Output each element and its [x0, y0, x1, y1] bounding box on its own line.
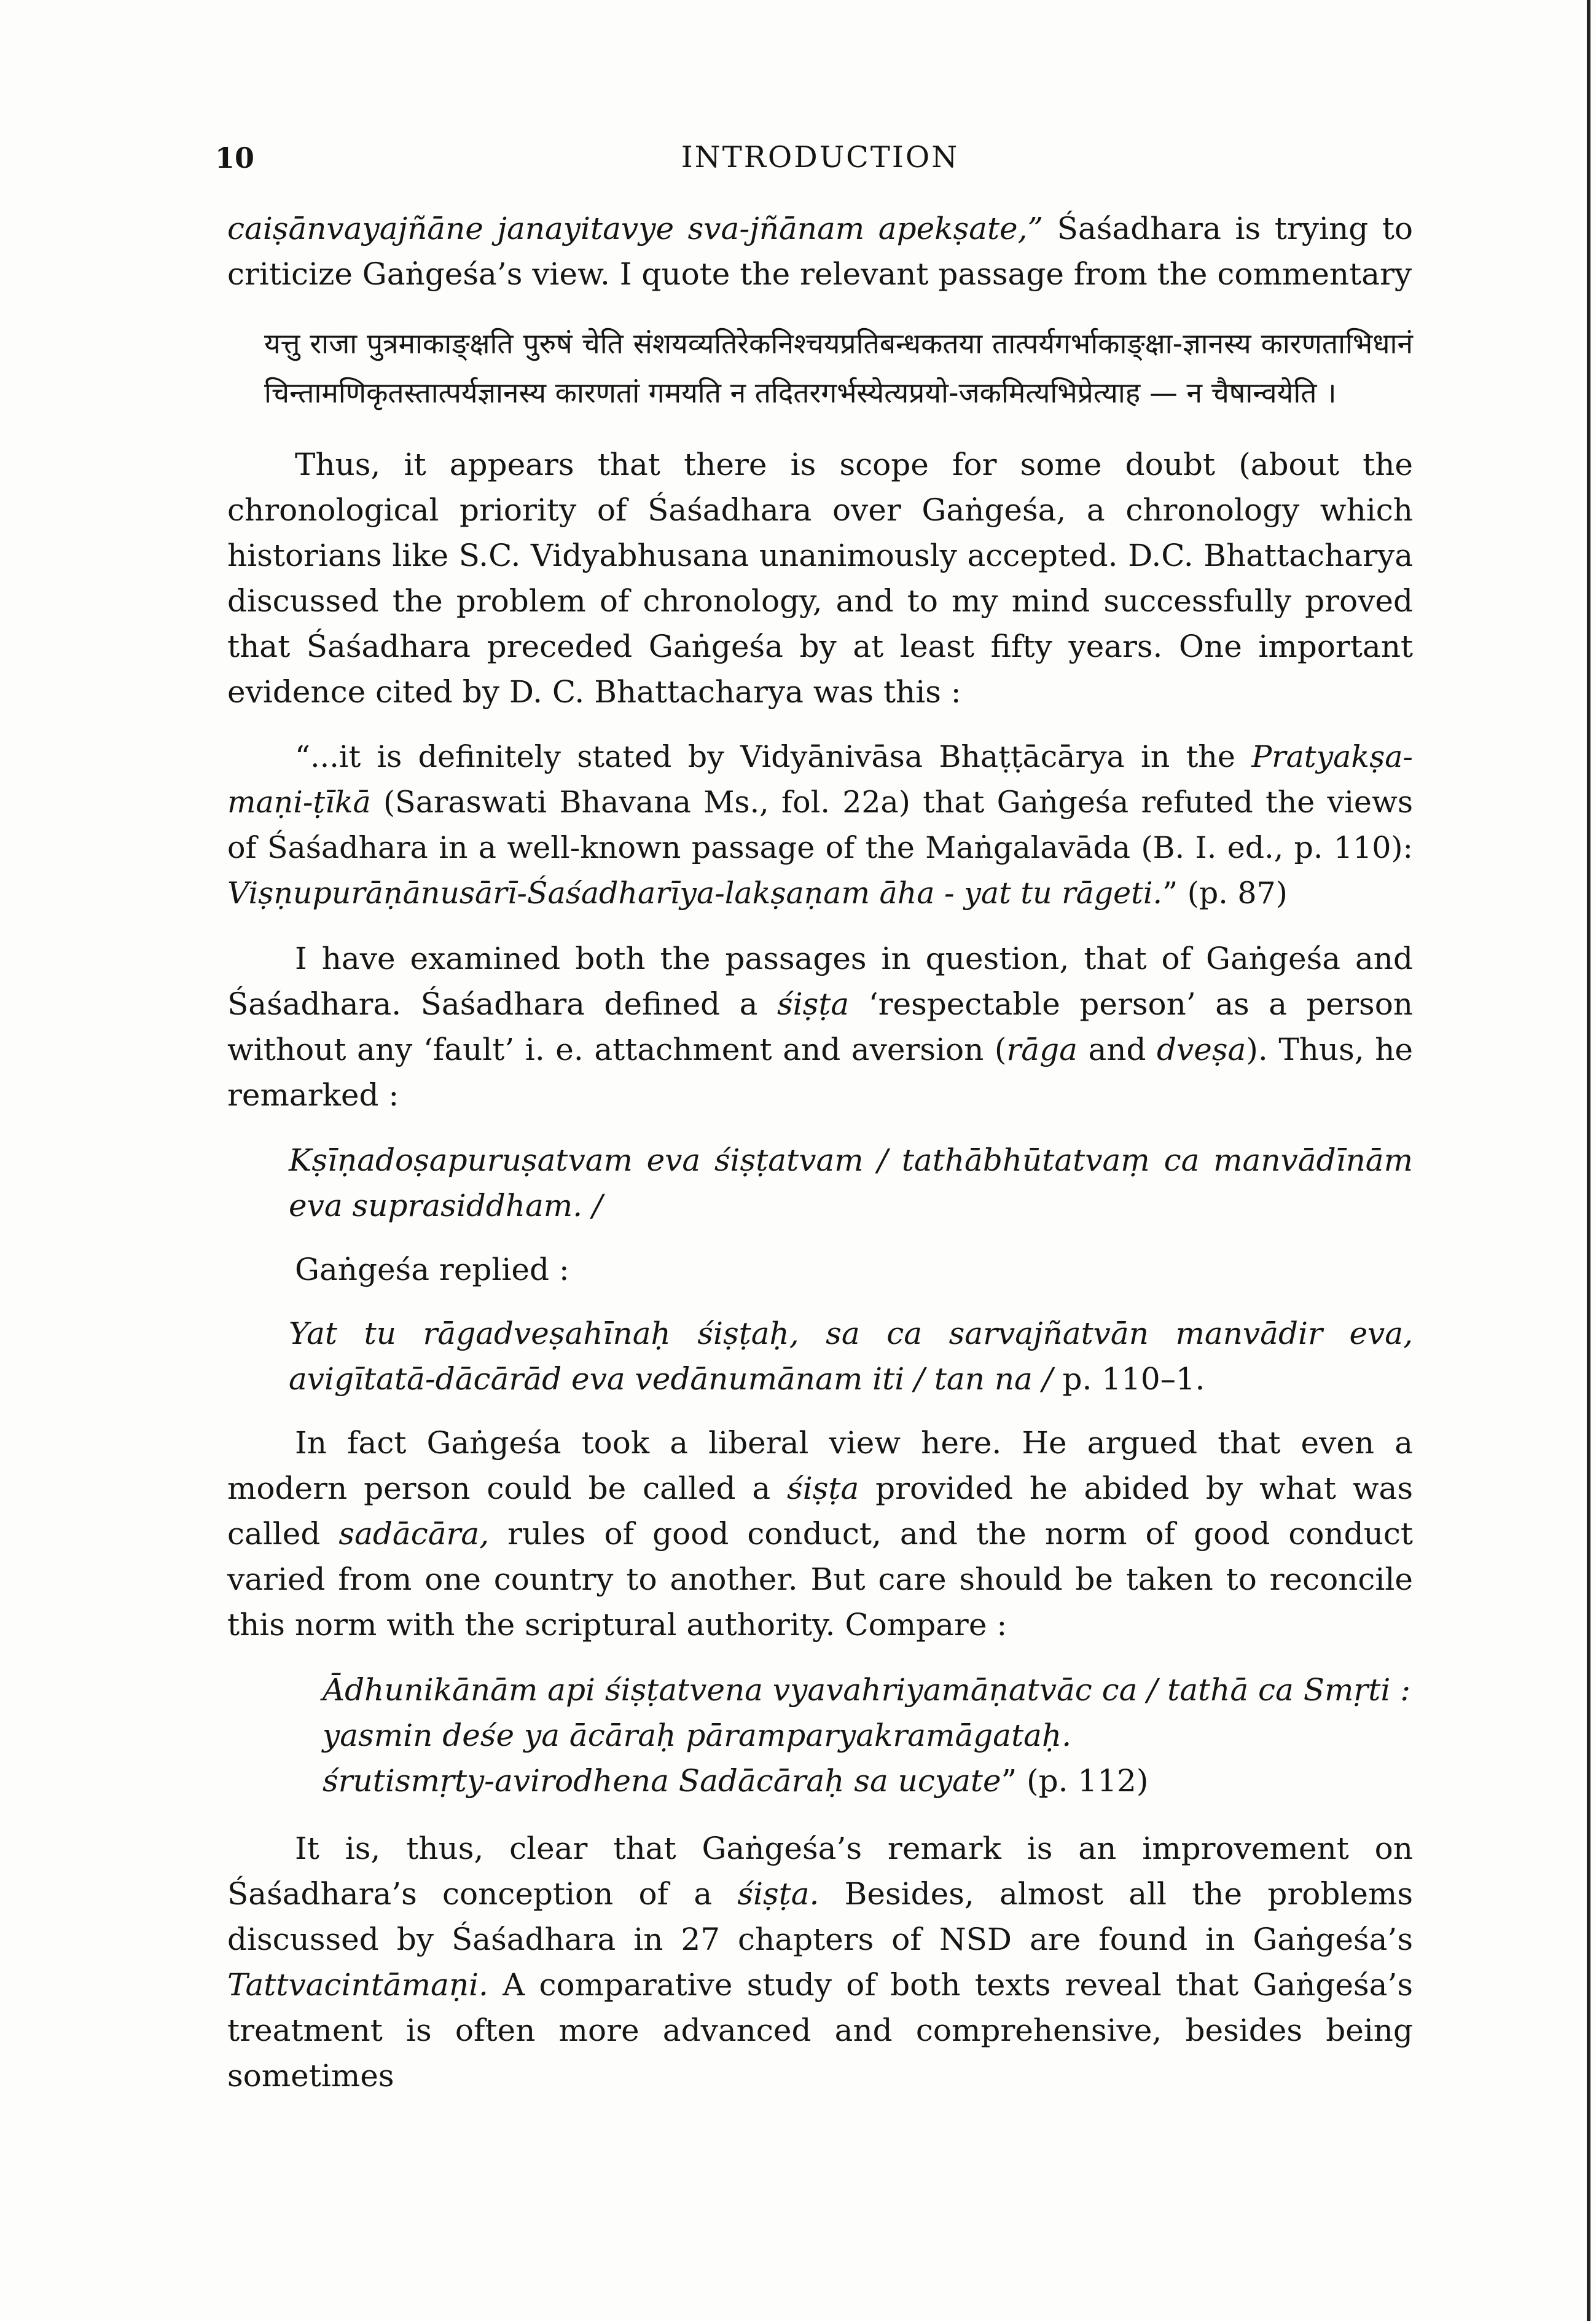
- verse-line-3-plain: ” (p. 112): [1001, 1763, 1149, 1799]
- paragraph-chronology: Thus, it appears that there is scope for some doubt (about the chronological priority of Śaśadhara over Gaṅgeśa, a chronology which historians like S.C. Vidyabhusana unanimously accepted. D.C. Bhattacharya discussed the problem of chronology, and to my mind successfully proved that Śaśadhara preceded Gaṅgeśa by at least fifty years. One important evidence cited by D. C. Bhattacharya was this :: [227, 447, 1413, 710]
- verse-line-3-italic: śrutismṛty-avirodhena Sadācāraḥ sa ucyate: [323, 1763, 1001, 1799]
- paragraph-liberal-view: [227, 1420, 1413, 1647]
- para2-part-2: ‘respectable person’ as a person without any ‘fault’ i. e. attachment and aversion (: [227, 986, 1414, 1067]
- para3-part-1: In fact Gaṅgeśa took a liberal view here. He argued that even a modern person could be called a: [227, 1425, 1413, 1506]
- page-number: 10: [215, 141, 255, 175]
- citation-sasadhara: Kṣīṇadoṣapuruṣatvam eva śiṣṭatvam / tathābhūtatvaṃ ca manvādīnām eva suprasiddham. /: [289, 1142, 1413, 1223]
- para2-italic-2: rāga: [1006, 1032, 1078, 1067]
- quote-part-3: ” (p. 87): [1162, 876, 1288, 911]
- quote-part-1: “...it is definitely stated by Vidyānivāsa Bhaṭṭācārya in the: [295, 739, 1252, 774]
- opening-paragraph: [227, 206, 1413, 297]
- bhattacharya-quote: [227, 734, 1413, 916]
- quote-part-2: (Saraswati Bhavana Ms., fol. 22a) that Gaṅgeśa refuted the views of Śaśadhara in a well-known passage of the Maṅgalavāda (B. I. ed., p. 110):: [227, 785, 1413, 865]
- page-edge-rule: [1587, 0, 1590, 2321]
- quote-italic-1: Pratyakṣa-maṇi-ṭīkā: [227, 739, 1413, 820]
- para4-italic-1: śiṣṭa.: [737, 1876, 820, 1912]
- para4-italic-2: Tattvacintāmaṇi.: [227, 1967, 488, 2003]
- para2-part-1: I have examined both the passages in question, that of Gaṅgeśa and Śaśadhara. Śaśadhara defined a: [227, 941, 1413, 1022]
- para3-part-3: rules of good conduct, and the norm of good conduct varied from one country to another. But care should be taken to reconcile this norm with the scriptural authority. Compare :: [227, 1516, 1413, 1643]
- para3-italic-2: sadācāra,: [338, 1516, 490, 1552]
- gangesa-replied: Gaṅgeśa replied :: [295, 1252, 569, 1287]
- verse-line-1: Ādhunikānām api śiṣṭatvena vyavahriyamāṇatvāc ca / tathā ca Smṛti :: [323, 1672, 1411, 1708]
- page-body: [227, 206, 1413, 2118]
- para3-part-2: provided he abided by what was called: [227, 1471, 1413, 1552]
- opening-text: Śaśadhara is trying to criticize Gaṅgeśa’s view. I quote the relevant passage from the commentary: [227, 211, 1414, 292]
- smrti-verse: [227, 1667, 1413, 1804]
- para4-part-3: A comparative study of both texts reveal that Gaṅgeśa’s treatment is often more advanced and comprehensive, besides being sometimes: [227, 1967, 1413, 2094]
- para3-italic-1: śiṣṭa: [787, 1471, 859, 1506]
- para4-part-2: Besides, almost all the problems discussed by Śaśadhara in 27 chapters of NSD are found in Gaṅgeśa’s: [227, 1876, 1414, 1957]
- opening-italic: caiṣānvayajñāne janayitavye sva-jñānam apekṣate,”: [227, 211, 1044, 246]
- verse-line-2: yasmin deśe ya ācāraḥ pāramparyakramāgataḥ.: [323, 1718, 1072, 1753]
- para2-italic-1: śiṣṭa: [777, 986, 850, 1022]
- page-header: [203, 135, 1438, 184]
- citation2-plain: p. 110–1.: [1052, 1361, 1205, 1397]
- paragraph-comparison: [227, 1826, 1413, 2099]
- running-title: INTRODUCTION: [681, 140, 960, 175]
- verse-line-3: [323, 1758, 1413, 1804]
- paragraph-sista: [227, 936, 1413, 1118]
- citation2-italic: Yat tu rāgadveṣahīnaḥ śiṣṭaḥ, sa ca sarvajñatvān manvādir eva, avigītatā-dācārād eva vedānumānam iti / tan na /: [289, 1316, 1413, 1397]
- para2-part-4: ). Thus, he remarked :: [227, 1032, 1413, 1113]
- citation-gangesa: [227, 1311, 1413, 1402]
- quote-italic-2: Viṣṇupurāṇānusārī-Śaśadharīya-lakṣaṇam āha - yat tu rāgeti.: [227, 876, 1163, 911]
- para2-part-3: and: [1077, 1032, 1157, 1067]
- para4-part-1: It is, thus, clear that Gaṅgeśa’s remark is an improvement on Śaśadhara’s conception of a: [227, 1831, 1413, 1912]
- sanskrit-passage: यत्तु राजा पुत्रमाकाङ्क्षति पुरुषं चेति संशयव्यतिरेकनिश्चयप्रतिबन्धकतया तात्पर्यगर्भाकाङ्क्षा-ज्ञानस्य कारणताभिधानं चिन्तामणिकृतस्तात्पर्यज्ञानस्य कारणतां गमयति न तदितरगर्भस्येत्यप्रयो-जकमित्यभिप्रेत्याह — न चैषान्वयेति ।: [264, 327, 1413, 409]
- para2-italic-3: dveṣa: [1157, 1032, 1246, 1067]
